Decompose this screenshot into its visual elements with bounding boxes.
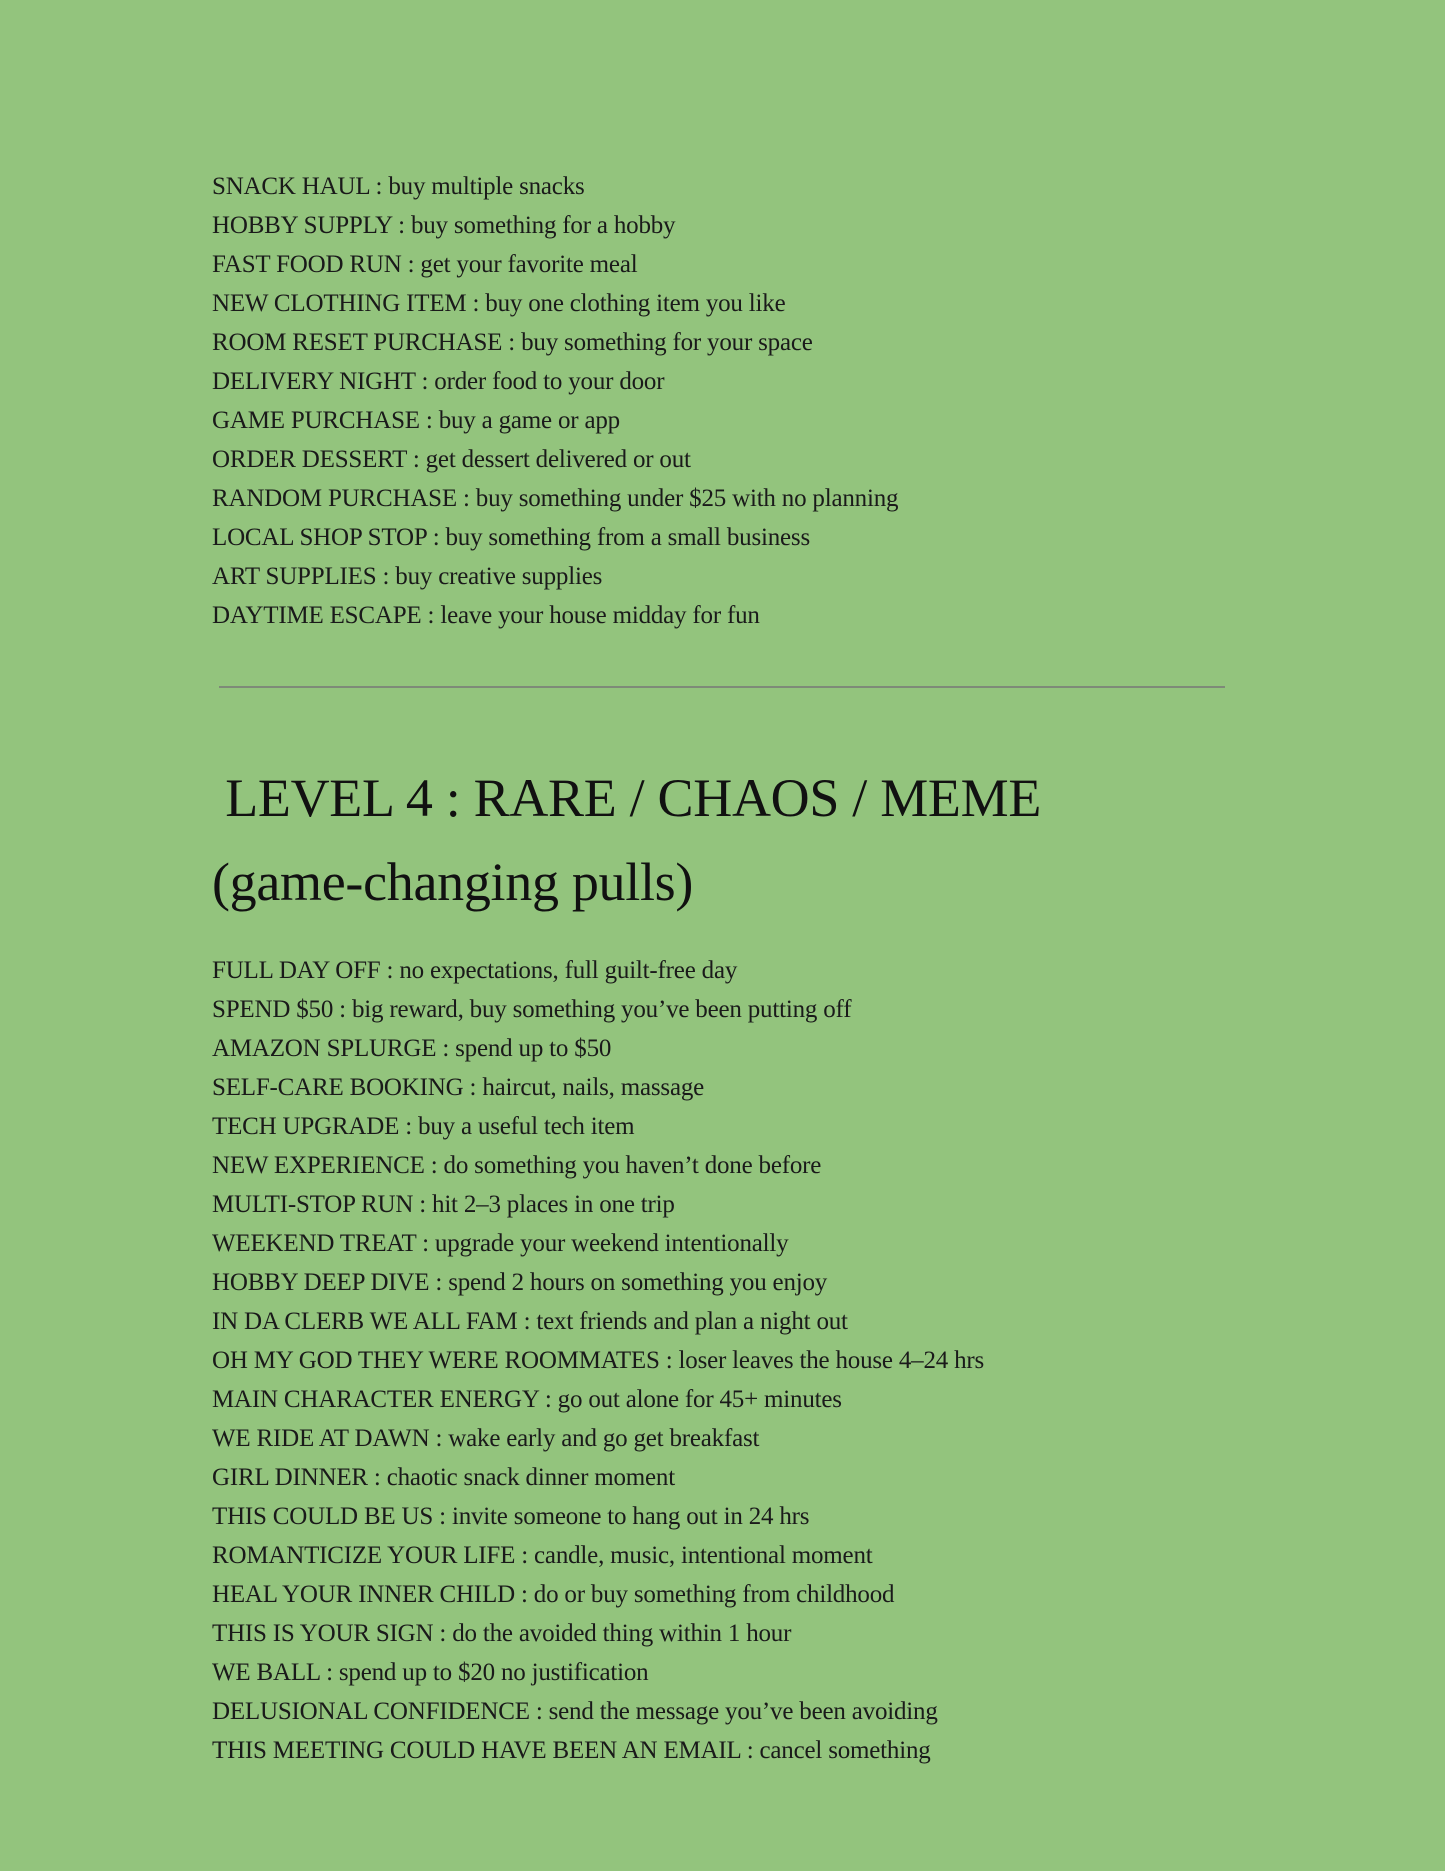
list-item: AMAZON SPLURGE : spend up to $50 <box>212 1035 612 1062</box>
list-item: SPEND $50 : big reward, buy something you’ve been putting off <box>212 996 852 1023</box>
list-item: ORDER DESSERT : get dessert delivered or out <box>212 446 691 473</box>
list-item: MAIN CHARACTER ENERGY : go out alone for 45+ minutes <box>212 1386 842 1413</box>
list-item: ROOM RESET PURCHASE : buy something for your space <box>212 329 813 356</box>
list-item: NEW EXPERIENCE : do something you haven’t done before <box>212 1152 822 1179</box>
list-item: ART SUPPLIES : buy creative supplies <box>212 563 603 590</box>
list-item: DAYTIME ESCAPE : leave your house midday for fun <box>212 602 760 629</box>
list-item: DELUSIONAL CONFIDENCE : send the message you’ve been avoiding <box>212 1698 938 1725</box>
list-item: FAST FOOD RUN : get your favorite meal <box>212 251 638 278</box>
list-item: HOBBY DEEP DIVE : spend 2 hours on something you enjoy <box>212 1269 828 1296</box>
list-item: GIRL DINNER : chaotic snack dinner moment <box>212 1464 675 1491</box>
list-item: GAME PURCHASE : buy a game or app <box>212 407 620 434</box>
list-item: OH MY GOD THEY WERE ROOMMATES : loser leaves the house 4–24 hrs <box>212 1347 985 1374</box>
list-item: ROMANTICIZE YOUR LIFE : candle, music, intentional moment <box>212 1542 873 1569</box>
list-item: LOCAL SHOP STOP : buy something from a small business <box>212 524 810 551</box>
list-item: NEW CLOTHING ITEM : buy one clothing item you like <box>212 290 786 317</box>
list-item: WEEKEND TREAT : upgrade your weekend intentionally <box>212 1230 789 1257</box>
list-item: WE BALL : spend up to $20 no justification <box>212 1659 649 1686</box>
list-item: HEAL YOUR INNER CHILD : do or buy something from childhood <box>212 1581 895 1608</box>
list-item: MULTI-STOP RUN : hit 2–3 places in one trip <box>212 1191 675 1218</box>
list-item: THIS MEETING COULD HAVE BEEN AN EMAIL : cancel something <box>212 1737 931 1764</box>
list-item: FULL DAY OFF : no expectations, full guilt-free day <box>212 957 738 984</box>
level4-heading <box>212 756 1041 924</box>
list-item: HOBBY SUPPLY : buy something for a hobby <box>212 212 676 239</box>
list-item: DELIVERY NIGHT : order food to your door <box>212 368 665 395</box>
list-item: THIS COULD BE US : invite someone to hang out in 24 hrs <box>212 1503 810 1530</box>
section-divider <box>219 686 1225 688</box>
level3-list <box>212 167 898 635</box>
heading-line-2: (game-changing pulls) <box>212 852 694 912</box>
heading-line-1: LEVEL 4 : RARE / CHAOS / MEME <box>212 768 1042 828</box>
list-item: IN DA CLERB WE ALL FAM : text friends and plan a night out <box>212 1308 848 1335</box>
list-item: THIS IS YOUR SIGN : do the avoided thing within 1 hour <box>212 1620 792 1647</box>
list-item: SELF-CARE BOOKING : haircut, nails, massage <box>212 1074 705 1101</box>
list-item: TECH UPGRADE : buy a useful tech item <box>212 1113 635 1140</box>
list-item: WE RIDE AT DAWN : wake early and go get breakfast <box>212 1425 760 1452</box>
list-item: SNACK HAUL : buy multiple snacks <box>212 173 585 200</box>
level4-list <box>212 951 984 1770</box>
list-item: RANDOM PURCHASE : buy something under $25 with no planning <box>212 485 899 512</box>
